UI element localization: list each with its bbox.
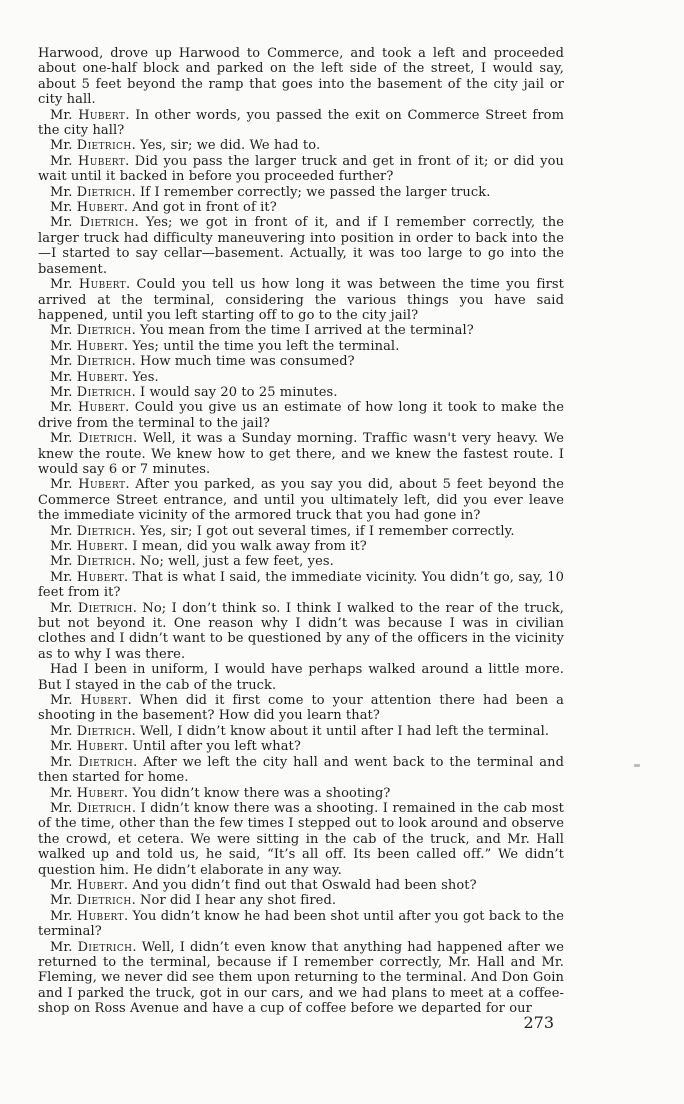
testimony-paragraph: Mr. Hubert. Did you pass the larger truck and get in front of it; or did you wait until it backed in before you proceeded further? (38, 153, 565, 185)
speaker-suffix: . (124, 569, 129, 585)
testimony-paragraph: Mr. Hubert. Until after you left what? (50, 739, 301, 755)
speaker-label (50, 878, 128, 893)
speaker-name: Dietrich (76, 138, 132, 154)
speaker-prefix: Mr. (50, 400, 78, 416)
speaker-suffix: . (125, 400, 130, 416)
speaker-name: Hubert (76, 877, 124, 893)
speaker-label (50, 601, 137, 616)
speaker-prefix: Mr. (50, 908, 77, 924)
speaker-suffix: . (123, 908, 129, 924)
speaker-label (50, 693, 132, 708)
speaker-prefix: Mr. (50, 477, 79, 493)
speaker-name: Dietrich (76, 354, 132, 370)
testimony-paragraph: Mr. Dietrich. Yes; we got in front of it, and if I remember correctly, the larger truck had difficulty maneuvering into position in order to back into the—I started to say cellar—basement. Actually, it was too large to go into the basement. (38, 215, 564, 277)
speaker-prefix: Mr. (50, 554, 77, 570)
speaker-suffix: . (131, 354, 136, 370)
speaker-suffix: . (133, 754, 138, 770)
testimony-paragraph: Mr. Hubert. I mean, did you walk away from it? (50, 539, 367, 554)
speaker-name: Hubert (76, 908, 124, 924)
speaker-name: Hubert (77, 153, 126, 169)
testimony-text (38, 46, 564, 1017)
speaker-name: Dietrich (77, 600, 133, 616)
speaker-label (50, 154, 129, 169)
speaker-prefix: Mr. (50, 369, 77, 385)
speaker-prefix: Mr. (50, 693, 81, 709)
testimony-paragraph: Mr. Dietrich. I would say 20 to 25 minutes. (50, 384, 338, 400)
speaker-prefix: Mr. (50, 723, 77, 739)
speaker-label (50, 185, 136, 200)
testimony-paragraph: Mr. Dietrich. Yes, sir; I got out several times, if I remember correctly. (50, 523, 515, 539)
scan-speck-mark (634, 764, 640, 767)
speaker-prefix: Mr. (50, 354, 77, 370)
speaker-name: Hubert (76, 785, 124, 801)
speaker-suffix: . (131, 893, 136, 909)
speaker-label (50, 755, 137, 770)
speaker-prefix: Mr. (50, 739, 77, 755)
speaker-suffix: . (123, 200, 129, 216)
speaker-prefix: Mr. (50, 600, 78, 616)
speaker-name: Hubert (78, 277, 126, 293)
speaker-name: Dietrich (78, 754, 134, 770)
testimony-paragraph: Mr. Dietrich. No; I don’t think so. I think I walked to the rear of the truck, but not beyond it. One reason why I didn’t was because I was in civilian clothes and I didn’t want to be questioned by any of the officers in the vicinity as to why I was there. (38, 600, 564, 662)
testimony-paragraph: Mr. Hubert. In other words, you passed the exit on Commerce Street from the city hall? (38, 107, 565, 139)
speaker-name: Hubert (76, 200, 124, 216)
testimony-paragraph: Mr. Dietrich. No; well, just a few feet, yes. (50, 554, 334, 570)
speaker-prefix: Mr. (50, 277, 79, 293)
speaker-label (50, 138, 136, 153)
speaker-name: Dietrich (76, 800, 132, 816)
testimony-paragraph: Mr. Hubert. And got in front of it? (50, 200, 277, 216)
testimony-paragraph: Mr. Dietrich. You mean from the time I arrived at the terminal? (50, 323, 474, 339)
speaker-suffix: . (132, 600, 137, 616)
speaker-label (50, 570, 128, 585)
speaker-prefix: Mr. (50, 939, 78, 955)
testimony-paragraph: Mr. Dietrich. Well, I didn’t know about it until after I had left the terminal. (50, 723, 550, 739)
speaker-suffix: . (131, 138, 136, 154)
speaker-suffix: . (126, 277, 131, 293)
speaker-name: Dietrich (76, 523, 132, 539)
speaker-suffix: . (123, 785, 129, 801)
testimony-paragraph: Mr. Dietrich. After we left the city hall and went back to the terminal and then started for home. (38, 754, 564, 786)
speaker-name: Hubert (76, 369, 124, 385)
testimony-paragraph: Mr. Hubert. Yes; until the time you left the terminal. (50, 338, 400, 354)
testimony-paragraph: Mr. Hubert. After you parked, as you say you did, about 5 feet beyond the Commerce Street entrance, and until you ultimately left, did you ever leave the immediate vicinity of the armored truck that you had gone in? (38, 477, 565, 524)
speaker-name: Hubert (78, 477, 126, 493)
speaker-name: Dietrich (76, 554, 132, 570)
speaker-name: Dietrich (76, 893, 132, 909)
speaker-label (50, 385, 136, 400)
speaker-suffix: . (125, 477, 130, 493)
testimony-paragraph: Mr. Dietrich. Well, I didn’t even know that anything had happened after we returned to the terminal, because if I remember correctly, Mr. Hall and Mr. Fleming, we never did see them upon returning to the terminal. And Don Goin and I parked the truck, got in our cars, and we had plans to meet at a coffee-shop on Ross Avenue and have a cup of coffee before we departed for our (38, 939, 565, 1017)
speaker-label (50, 539, 128, 554)
speaker-suffix: . (123, 338, 129, 354)
speaker-label (50, 724, 136, 739)
speaker-label (50, 277, 130, 292)
speaker-name: Dietrich (76, 384, 132, 400)
speaker-name: Hubert (80, 693, 128, 709)
speaker-suffix: . (123, 877, 129, 893)
testimony-paragraph: Mr. Dietrich. I didn’t know there was a shooting. I remained in the cab most of the time, other than the few times I stepped out to look around and observe the crowd, et cetera. We were sitting in the cab of the truck, and Mr. Hall walked up and told us, he said, “It’s all off. Its been called off.” We didn’t question him. He didn’t elaborate in any way. (38, 800, 564, 878)
speaker-prefix: Mr. (50, 384, 77, 400)
speaker-label (50, 108, 130, 123)
speaker-suffix: . (127, 693, 132, 709)
speaker-prefix: Mr. (50, 893, 77, 909)
speaker-label (50, 477, 130, 492)
speaker-label (50, 524, 136, 539)
speaker-suffix: . (123, 369, 129, 385)
speaker-prefix: Mr. (50, 184, 77, 200)
speaker-prefix: Mr. (50, 877, 77, 893)
speaker-suffix: . (132, 939, 137, 955)
speaker-prefix: Mr. (50, 431, 79, 447)
speaker-name: Hubert (76, 338, 124, 354)
speaker-suffix: . (125, 153, 130, 169)
speaker-label (50, 786, 128, 801)
speaker-label (50, 801, 136, 816)
speaker-prefix: Mr. (50, 523, 77, 539)
testimony-paragraph: Harwood, drove up Harwood to Commerce, and took a left and proceeded about one-half block and parked on the left side of the street, I would say, about 5 feet beyond the ramp that goes into the basement of the city jail or city hall. (38, 46, 564, 108)
speaker-suffix: . (133, 431, 138, 447)
testimony-paragraph: Mr. Dietrich. Nor did I hear any shot fired. (50, 893, 337, 909)
speaker-suffix: . (131, 384, 136, 400)
testimony-paragraph: Mr. Hubert. Could you tell us how long it was between the time you first arrived at the terminal, considering the various things you have said happened, until you left starting off to go to the city jail? (38, 277, 564, 323)
testimony-paragraph: Had I been in uniform, I would have perhaps walked around a little more. But I stayed in the cab of the truck. (38, 662, 564, 693)
testimony-paragraph: Mr. Hubert. You didn’t know there was a shooting? (50, 785, 391, 801)
speaker-prefix: Mr. (50, 539, 77, 554)
speaker-prefix: Mr. (50, 569, 77, 585)
testimony-paragraph: Mr. Hubert. When did it first come to your attention there had been a shooting in the basement? How did you learn that? (38, 693, 564, 724)
speaker-name: Dietrich (77, 939, 133, 955)
testimony-paragraph: Mr. Dietrich. If I remember correctly; we passed the larger truck. (50, 184, 491, 200)
speaker-label (50, 200, 128, 215)
testimony-paragraph: Mr. Dietrich. Yes, sir; we did. We had to. (50, 138, 321, 154)
testimony-paragraph: Mr. Hubert. Could you give us an estimate of how long it took to make the drive from the terminal to the jail? (38, 400, 565, 431)
page-number: 273 (523, 1013, 554, 1032)
testimony-paragraph: Mr. Hubert. You didn’t know he had been shot until after you got back to the terminal? (38, 908, 564, 940)
speaker-label (50, 370, 128, 385)
testimony-paragraph: Mr. Hubert. Yes. (50, 369, 159, 385)
speaker-name: Dietrich (76, 723, 132, 739)
speaker-name: Hubert (76, 539, 124, 554)
speaker-name: Dietrich (78, 431, 133, 447)
testimony-paragraph: Mr. Dietrich. How much time was consumed? (50, 354, 355, 370)
speaker-label (50, 323, 136, 338)
speaker-name: Hubert (77, 400, 126, 416)
speaker-suffix: . (123, 739, 129, 755)
speaker-label (50, 940, 137, 955)
speaker-suffix: . (131, 323, 136, 339)
speaker-label (50, 400, 129, 415)
speaker-prefix: Mr. (50, 323, 77, 339)
speaker-label (50, 909, 128, 924)
speaker-name: Dietrich (76, 184, 132, 200)
speaker-suffix: . (131, 554, 136, 570)
speaker-label (50, 431, 137, 446)
speaker-suffix: . (125, 107, 130, 123)
speaker-label (50, 354, 136, 369)
speaker-name: Hubert (76, 739, 124, 755)
speaker-label (50, 739, 128, 754)
speaker-name: Dietrich (79, 215, 135, 231)
speaker-prefix: Mr. (50, 200, 77, 216)
speaker-suffix: . (134, 215, 139, 231)
speaker-label (50, 339, 128, 354)
speaker-prefix: Mr. (50, 107, 79, 123)
speaker-suffix: . (131, 184, 136, 200)
speaker-prefix: Mr. (50, 785, 77, 801)
speaker-label (50, 893, 136, 908)
testimony-paragraph: Mr. Dietrich. Well, it was a Sunday morning. Traffic wasn't very heavy. We knew the route. We knew how to get there, and we knew the fastest route. I would say 6 or 7 minutes. (38, 431, 564, 477)
testimony-paragraph: Mr. Hubert. That is what I said, the immediate vicinity. You didn’t go, say, 10 feet from it? (38, 569, 564, 601)
speaker-label (50, 554, 136, 569)
speaker-suffix: . (131, 723, 136, 739)
speaker-suffix: . (131, 523, 136, 539)
speaker-prefix: Mr. (50, 800, 77, 816)
speaker-label (50, 215, 139, 230)
speaker-prefix: Mr. (50, 215, 80, 231)
testimony-paragraph: Mr. Hubert. And you didn’t find out that Oswald had been shot? (50, 877, 477, 893)
speaker-prefix: Mr. (50, 338, 77, 354)
speaker-name: Hubert (78, 107, 126, 123)
speaker-suffix: . (123, 539, 129, 554)
speaker-prefix: Mr. (50, 754, 79, 770)
speaker-prefix: Mr. (50, 153, 78, 169)
speaker-prefix: Mr. (50, 138, 77, 154)
speaker-name: Dietrich (76, 323, 132, 339)
speaker-name: Hubert (76, 569, 124, 585)
speaker-suffix: . (131, 800, 137, 816)
